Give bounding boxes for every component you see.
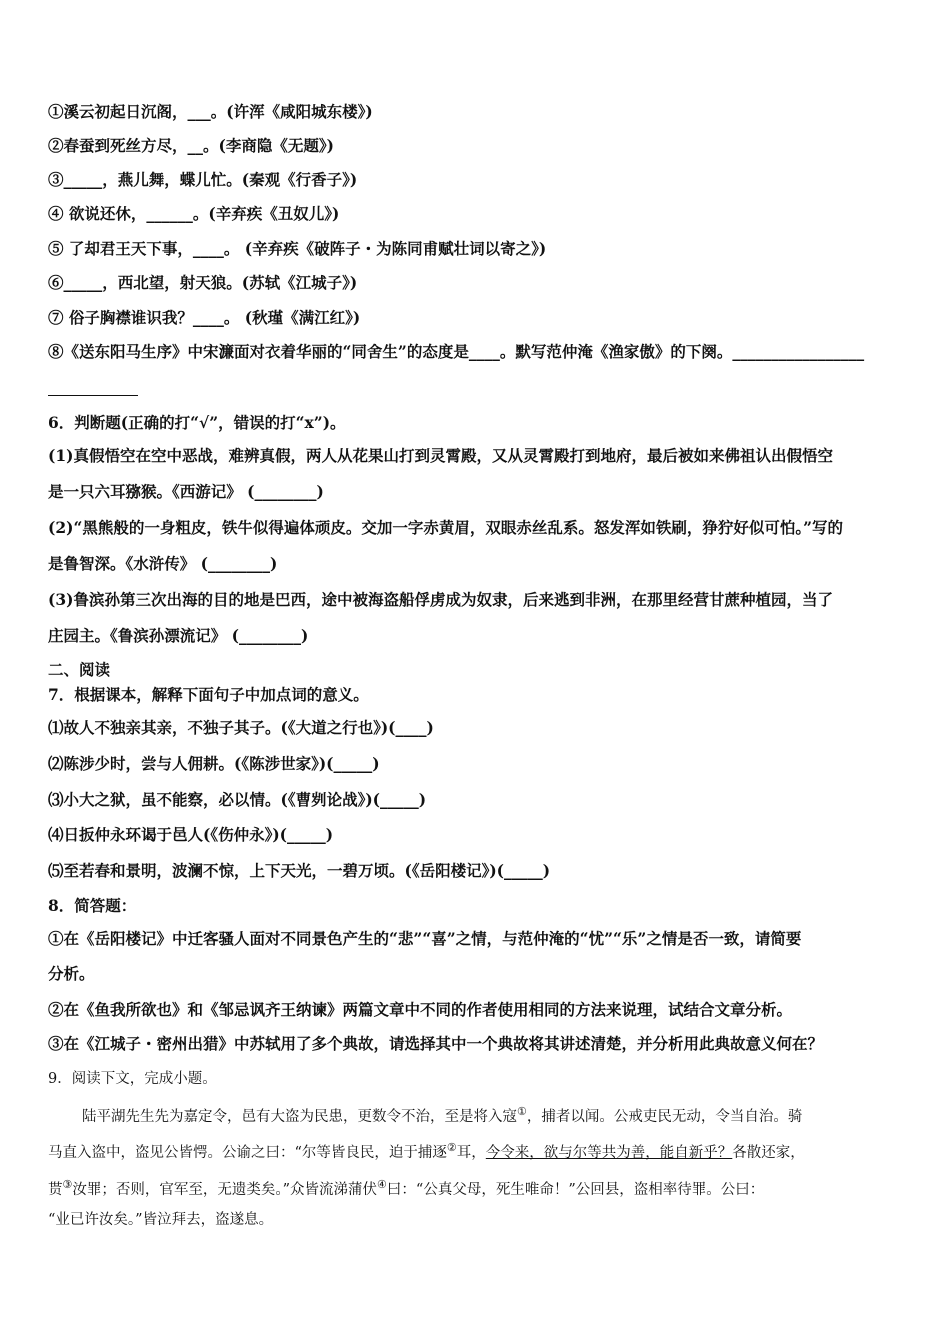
passage-text: 各散还家， [732, 1144, 805, 1161]
q8-line: ②在《鱼我所欲也》和《邹忌讽齐王纳谏》两篇文章中不同的作者使用相同的方法来说理，试结合文章分析。 [48, 1000, 793, 1019]
passage-line [48, 1138, 805, 1163]
passage-text: 陆平湖先生先为嘉定令，邑有大盗为民患，更数令不治，至是将入寇 [82, 1108, 517, 1125]
q7-line: ⑸至若春和景明，波澜不惊，上下天光，一碧万顷。(《岳阳楼记》)(_____) [48, 861, 551, 880]
q7-line: ⑶小大之狱，虽不能察，必以情。(《曹刿论战》)(_____) [48, 790, 427, 809]
q7-line: ⑵陈涉少时，尝与人佣耕。(《陈涉世家》)(_____) [48, 754, 380, 773]
passage-text: 曰：“公真父母，死生唯命！”公回县，盗相率待罪。公曰： [386, 1181, 765, 1198]
poem-line: ③_____，燕儿舞，蝶儿忙。(秦观《行香子》) [48, 170, 358, 189]
section-heading: 二、阅读 [48, 660, 111, 679]
poem-line: ⑥_____，西北望，射天狼。(苏轼《江城子》) [48, 273, 358, 292]
passage-text: ，捕者以闻。公戒吏民无动，令当自治。骑 [526, 1108, 803, 1125]
poem-line: ⑦ 俗子胸襟谁识我？____。 (秋瑾《满江红》) [48, 308, 361, 327]
footnote-mark: ④ [377, 1178, 387, 1191]
q6-line: 庄园主。《鲁滨孙漂流记》 (________) [48, 626, 309, 645]
q7-line: ⑷日扳仲永环谒于邑人(《伤仲永》)(_____) [48, 825, 334, 844]
footnote-mark: ② [446, 1141, 457, 1154]
answer-blank-line [48, 395, 138, 396]
poem-line: ⑧《送东阳马生序》中宋濂面对衣着华丽的“同舍生”的态度是____。默写范仲淹《渔家傲》的下阕。_________________ [48, 342, 865, 361]
q8-line: 分析。 [48, 964, 95, 983]
passage-line: “业已许汝矣。”皆泣拜去，盗遂息。 [48, 1212, 274, 1228]
q6-line: (2)“黑熊般的一身粗皮，铁牛似得遍体顽皮。交加一字赤黄眉，双眼赤丝乱系。怒发浑如铁刷，狰狞好似可怕。”写的 [48, 518, 844, 537]
q6-line: 是鲁智深。《水浒传》 (________) [48, 554, 278, 573]
poem-line: ①溪云初起日沉阁，___。(许浑《咸阳城东楼》) [48, 102, 373, 121]
q7-line: ⑴故人不独亲其亲，不独子其子。(《大道之行也》)(____) [48, 718, 434, 737]
q6-line: 是一只六耳猕猴。《西游记》 (________) [48, 482, 324, 501]
poem-line: ④ 欲说还休，______。(辛弃疾《丑奴儿》) [48, 204, 340, 223]
q8-line: ①在《岳阳楼记》中迁客骚人面对不同景色产生的“悲”“喜”之情，与范仲淹的“忧”“乐”之情是否一致，请简要 [48, 929, 802, 948]
poem-line: ⑤ 了却君王天下事，____。 (辛弃疾《破阵子・为陈同甫赋壮词以寄之》) [48, 239, 547, 258]
passage-text: 贳 [48, 1181, 63, 1198]
footnote-mark: ③ [62, 1178, 73, 1191]
q9-title: 9．阅读下文，完成小题。 [48, 1071, 217, 1087]
underlined-sentence: 今令来，欲与尔等共为善，能自新乎？ [485, 1144, 733, 1161]
passage-text: 汝罪；否则，官军至，无遗类矣。”众皆流涕蒲伏 [72, 1181, 378, 1198]
q6-line: (3)鲁滨孙第三次出海的目的地是巴西，途中被海盗船俘虏成为奴隶，后来逃到非洲，在那里经营甘蔗种植园，当了 [48, 590, 833, 609]
passage-line [48, 1175, 764, 1200]
passage-text: 耳， [456, 1144, 486, 1161]
q8-line: ③在《江城子・密州出猎》中苏轼用了多个典故，请选择其中一个典故将其讲述清楚，并分析用此典故意义何在？ [48, 1034, 824, 1053]
poem-line: ②春蚕到死丝方尽，__。(李商隐《无题》) [48, 136, 334, 155]
q7-title: 7．根据课本，解释下面句子中加点词的意义。 [48, 685, 369, 704]
passage-line [82, 1102, 802, 1127]
footnote-mark: ① [517, 1105, 527, 1118]
q6-title: 6．判断题(正确的打“√”，错误的打“x”)。 [48, 413, 346, 432]
q6-line: (1)真假悟空在空中恶战，难辨真假，两人从花果山打到灵霄殿，又从灵霄殿打到地府，最后被如来佛祖认出假悟空 [48, 446, 833, 465]
q8-title: 8．简答题： [48, 896, 137, 915]
passage-text: 马直入盗中，盗见公皆愕。公谕之曰：“尔等皆良民，迫于捕逐 [48, 1144, 447, 1161]
